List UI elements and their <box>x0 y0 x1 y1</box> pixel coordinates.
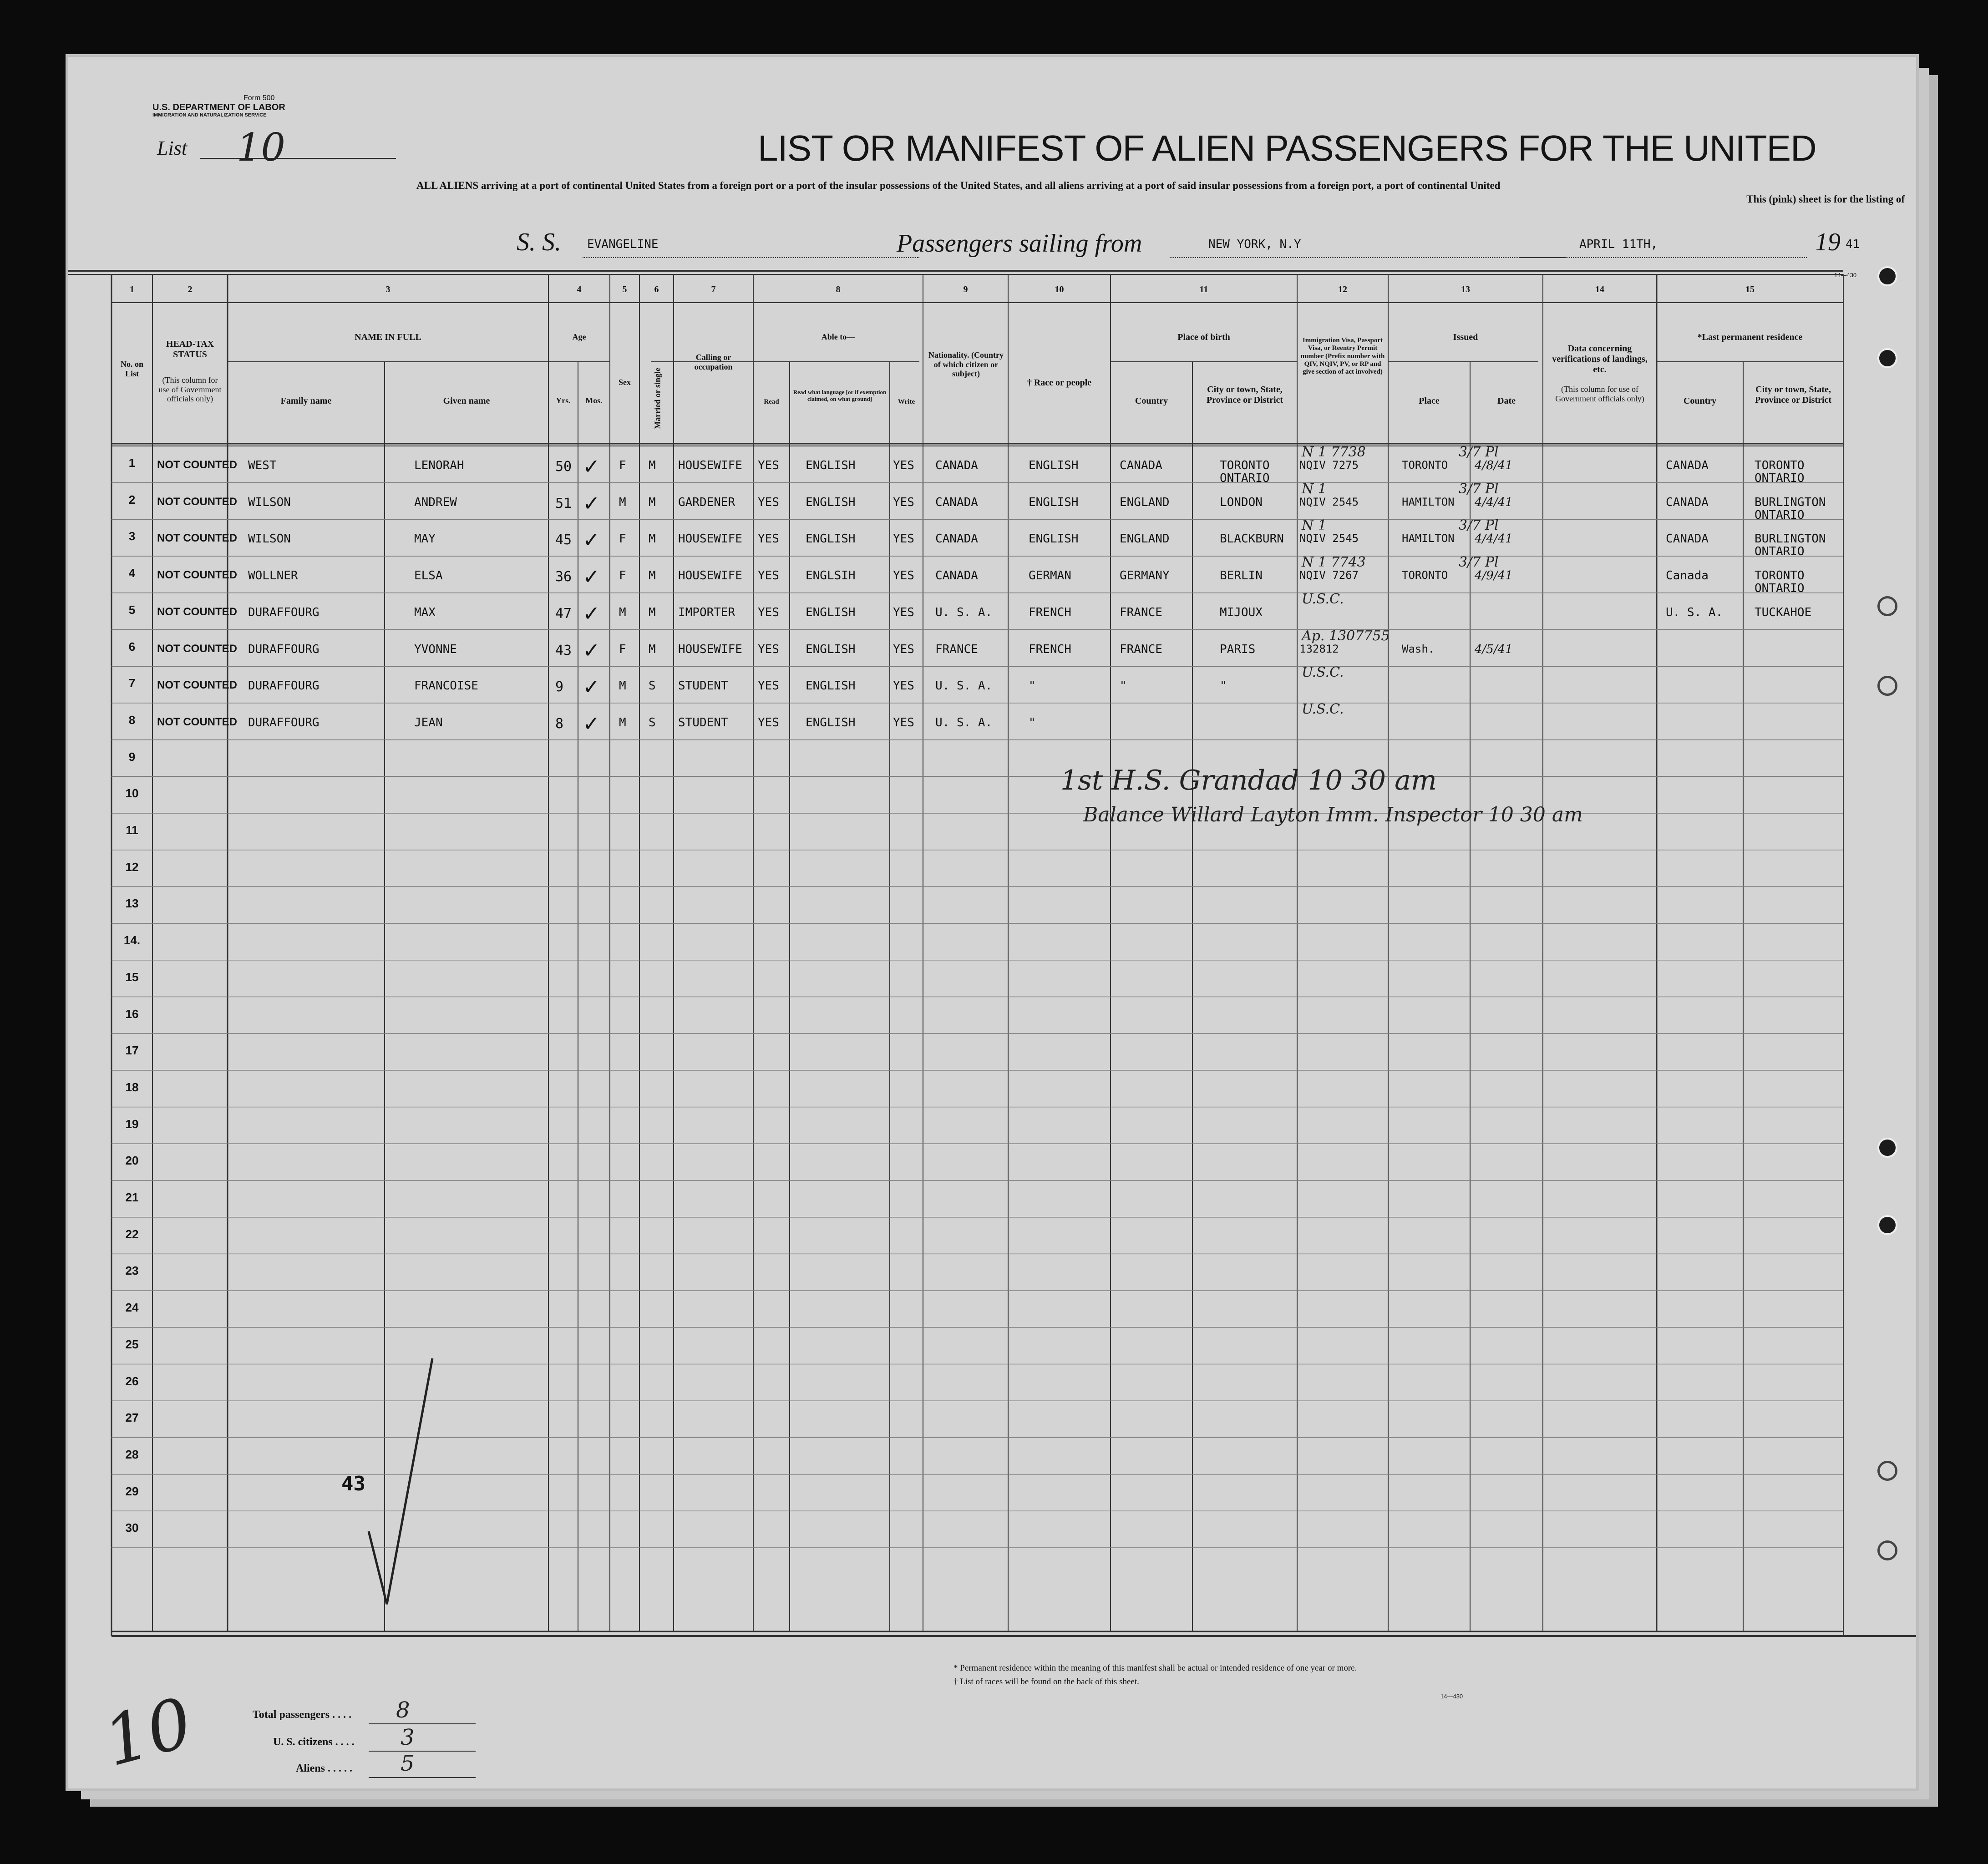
passenger-birth-country: FRANCE <box>1120 642 1162 656</box>
passenger-read-language: ENGLISH <box>806 605 856 619</box>
check-mark-icon: ✓ <box>583 712 600 735</box>
footnote-residence: * Permanent residence within the meaning of this manifest shall be actual or intended residence of one year or more. <box>953 1663 1357 1673</box>
col-num-15: 15 <box>1745 284 1755 294</box>
passenger-family-name: WOLLNER <box>248 569 298 583</box>
col-num-4: 4 <box>577 284 582 294</box>
row-number: 14. <box>123 933 141 947</box>
manifest-sheet <box>68 57 1916 1788</box>
col-num-12: 12 <box>1338 284 1347 294</box>
service-name: IMMIGRATION AND NATURALIZATION SERVICE <box>152 112 267 118</box>
passenger-sex: F <box>619 532 626 546</box>
passenger-issued-note: 3/7 Pl <box>1459 517 1499 534</box>
passenger-sex: M <box>619 679 626 693</box>
passenger-residence-country: Canada <box>1666 569 1709 583</box>
passenger-residence-city: TORONTO <box>1755 569 1805 583</box>
passenger-birth-city: TORONTO <box>1220 459 1270 472</box>
passenger-birth-city: LONDON <box>1220 495 1263 509</box>
header-able-to: Able to— <box>821 332 855 341</box>
passenger-age-years: 50 <box>555 459 572 475</box>
passenger-nationality: FRANCE <box>935 642 978 656</box>
passenger-marital-status: M <box>649 495 656 509</box>
passenger-read-language: ENGLISH <box>806 679 856 693</box>
passenger-given-name: MAY <box>414 532 436 546</box>
col-num-13: 13 <box>1461 284 1470 294</box>
passenger-sex: M <box>619 495 626 509</box>
header-name-in-full: NAME IN FULL <box>355 332 421 342</box>
passenger-can-read: YES <box>758 459 779 472</box>
col-num-10: 10 <box>1055 284 1064 294</box>
passenger-residence-province: ONTARIO <box>1755 545 1805 559</box>
passenger-residence-province: ONTARIO <box>1755 508 1805 522</box>
check-mark-icon: ✓ <box>583 528 600 552</box>
manifest-subtitle-2: This (pink) sheet is for the listing of <box>1746 193 1905 205</box>
binder-hole <box>1877 1215 1897 1235</box>
passenger-residence-country: CANADA <box>1666 459 1709 472</box>
sailing-date: APRIL 11TH, <box>1579 238 1658 251</box>
binder-hole <box>1877 596 1897 616</box>
passenger-birth-city: " <box>1220 679 1227 693</box>
passenger-nationality: U. S. A. <box>935 679 993 693</box>
col-num-5: 5 <box>622 284 627 294</box>
header-married: Married or single <box>653 368 662 429</box>
row-number: 21 <box>125 1190 139 1204</box>
passenger-nationality: CANADA <box>935 569 978 583</box>
passenger-residence-province: ONTARIO <box>1755 582 1805 596</box>
row-number: 30 <box>125 1521 139 1535</box>
passenger-marital-status: M <box>649 532 656 546</box>
passenger-can-read: YES <box>758 679 779 693</box>
total-passengers-label: Total passengers . . . . <box>253 1709 352 1721</box>
header-sex: Sex <box>619 378 631 387</box>
row-number: 13 <box>125 897 139 911</box>
passenger-birth-city: MIJOUX <box>1220 605 1263 619</box>
passenger-occupation: HOUSEWIFE <box>678 459 742 472</box>
col-num-3: 3 <box>385 284 390 294</box>
binder-hole <box>1877 348 1897 368</box>
row-number: 22 <box>125 1227 139 1241</box>
passenger-residence-country: CANADA <box>1666 495 1709 509</box>
passenger-family-name: WEST <box>248 459 277 472</box>
passenger-birth-country: " <box>1120 679 1127 693</box>
passenger-occupation: HOUSEWIFE <box>678 642 742 656</box>
passenger-age-years: 9 <box>555 679 564 695</box>
passenger-occupation: STUDENT <box>678 679 728 693</box>
passenger-marital-status: M <box>649 459 656 472</box>
header-given-name: Given name <box>443 396 490 406</box>
passenger-birth-country: GERMANY <box>1120 569 1170 583</box>
passenger-race: ENGLISH <box>1029 495 1079 509</box>
check-mark-icon: ✓ <box>583 602 600 625</box>
passenger-given-name: FRANCOISE <box>414 679 478 693</box>
passenger-birth-city: BLACKBURN <box>1220 532 1284 546</box>
passenger-read-language: ENGLISH <box>806 532 856 546</box>
passenger-issued-place: HAMILTON <box>1402 532 1455 545</box>
col-num-7: 7 <box>711 284 716 294</box>
passenger-issued-place: Wash. <box>1402 642 1435 655</box>
inspector-balance: Balance Willard Layton Imm. Inspector 10 30 am <box>1083 803 1583 826</box>
passenger-age-years: 8 <box>555 715 564 732</box>
passenger-residence-city: TUCKAHOE <box>1755 605 1812 619</box>
passenger-residence-country: U. S. A. <box>1666 605 1723 619</box>
passenger-given-name: JEAN <box>414 715 443 729</box>
col-num-8: 8 <box>836 284 841 294</box>
passenger-visa-note: N 1 <box>1302 481 1327 497</box>
passenger-issued-note: 3/7 Pl <box>1459 444 1499 460</box>
passenger-issued-place: TORONTO <box>1402 569 1448 582</box>
header-nationality: Nationality. (Country of which citizen or subject) <box>928 350 1004 379</box>
binder-hole <box>1877 266 1897 286</box>
col-num-2: 2 <box>188 284 193 294</box>
header-res-country: Country <box>1683 396 1717 406</box>
passenger-residence-city: BURLINGTON <box>1755 532 1826 546</box>
sailing-port: NEW YORK, N.Y <box>1208 238 1301 251</box>
passenger-given-name: ANDREW <box>414 495 457 509</box>
passenger-can-read: YES <box>758 569 779 583</box>
header-issued-place: Place <box>1419 396 1440 406</box>
passenger-can-write: YES <box>893 605 914 619</box>
check-mark-icon: ✓ <box>583 491 600 515</box>
header-head-tax-note: (This column for use of Government officials only) <box>158 375 222 404</box>
passenger-race: ENGLISH <box>1029 532 1079 546</box>
passenger-issued-date: 4/5/41 <box>1475 642 1513 656</box>
passenger-race: ENGLISH <box>1029 459 1079 472</box>
header-issued: Issued <box>1453 332 1478 342</box>
header-landings: Data concerning verifications of landings, etc. <box>1552 344 1648 375</box>
check-mark-icon: ✓ <box>583 675 600 699</box>
passenger-nationality: CANADA <box>935 459 978 472</box>
row-number: 17 <box>125 1043 139 1058</box>
passenger-age-years: 51 <box>555 495 572 512</box>
passenger-occupation: HOUSEWIFE <box>678 569 742 583</box>
row-number: 4 <box>128 566 136 580</box>
header-mos: Mos. <box>585 396 603 405</box>
passenger-can-write: YES <box>893 495 914 509</box>
passenger-given-name: MAX <box>414 605 436 619</box>
passenger-head-tax-status: NOT COUNTED <box>157 605 237 618</box>
passenger-family-name: DURAFFOURG <box>248 715 320 729</box>
inspector-first: 1st H.S. Grandad 10 30 am <box>1060 765 1437 796</box>
passenger-visa-note: Ap. 1307755 <box>1302 628 1390 644</box>
total-passengers-line <box>369 1723 476 1724</box>
passenger-can-write: YES <box>893 715 914 729</box>
row-number: 2 <box>128 492 136 507</box>
row-number: 10 <box>125 786 139 800</box>
aliens-label: Aliens . . . . . <box>296 1763 353 1774</box>
passenger-visa-note: N 1 7743 <box>1302 554 1366 571</box>
passenger-can-read: YES <box>758 642 779 656</box>
header-head-tax: HEAD-TAX STATUS <box>166 339 214 360</box>
col-num-1: 1 <box>130 284 134 294</box>
passenger-given-name: YVONNE <box>414 642 457 656</box>
row-number: 6 <box>128 639 136 653</box>
passenger-head-tax-status: NOT COUNTED <box>157 679 237 692</box>
passenger-race: FRENCH <box>1029 605 1071 619</box>
row-number: 9 <box>128 750 136 764</box>
list-label: List <box>157 137 188 159</box>
passenger-birth-country: ENGLAND <box>1120 532 1170 546</box>
passenger-marital-status: M <box>649 642 656 656</box>
passenger-can-read: YES <box>758 715 779 729</box>
passenger-issued-date: 4/4/41 <box>1475 532 1513 546</box>
passenger-can-read: YES <box>758 605 779 619</box>
passenger-sex: M <box>619 605 626 619</box>
passenger-birth-province: ONTARIO <box>1220 471 1270 485</box>
passenger-sex: F <box>619 459 626 472</box>
header-family-name: Family name <box>280 396 332 406</box>
passenger-head-tax-status: NOT COUNTED <box>157 532 237 545</box>
passenger-read-language: ENGLSIH <box>806 569 856 583</box>
passenger-can-write: YES <box>893 642 914 656</box>
passenger-age-years: 43 <box>555 642 572 658</box>
passenger-visa-note: U.S.C. <box>1302 591 1344 607</box>
year-suffix: 41 <box>1846 238 1860 251</box>
row-number: 27 <box>125 1411 139 1425</box>
passenger-read-language: ENGLISH <box>806 642 856 656</box>
passenger-can-read: YES <box>758 532 779 546</box>
binder-hole <box>1877 676 1897 696</box>
header-race: † Race or people <box>1027 378 1092 388</box>
passenger-can-write: YES <box>893 459 914 472</box>
passenger-head-tax-status: NOT COUNTED <box>157 459 237 471</box>
passenger-occupation: HOUSEWIFE <box>678 532 742 546</box>
col-num-14: 14 <box>1595 284 1604 294</box>
passenger-read-language: ENGLISH <box>806 459 856 472</box>
total-passengers-value: 8 <box>396 1697 410 1723</box>
passenger-head-tax-status: NOT COUNTED <box>157 715 237 728</box>
passenger-issued-note: 3/7 Pl <box>1459 554 1499 571</box>
header-age: Age <box>572 332 586 341</box>
header-visa: Immigration Visa, Passport Visa, or Reentry Permit number (Prefix number with QIV, NQIV, PV, or RP and give section of act involved) <box>1300 337 1385 375</box>
header-read: Read <box>764 398 779 405</box>
aliens-line <box>369 1777 476 1778</box>
header-landings-note: (This column for use of Government officials only) <box>1555 385 1644 403</box>
list-number: 10 <box>237 125 285 170</box>
footnote-code: 14—430 <box>1440 1693 1463 1700</box>
year-prefix: 19 <box>1815 228 1841 256</box>
col-num-11: 11 <box>1199 284 1208 294</box>
header-read-what: Read what language [or if exemption claimed, on what ground] <box>793 389 887 402</box>
check-mark-icon: ✓ <box>583 455 600 478</box>
header-write: Write <box>898 398 915 405</box>
row-number: 11 <box>126 823 138 837</box>
col-num-6: 6 <box>654 284 659 294</box>
row-number: 29 <box>125 1484 139 1498</box>
passenger-race: FRENCH <box>1029 642 1071 656</box>
passenger-read-language: ENGLISH <box>806 715 856 729</box>
passenger-nationality: U. S. A. <box>935 715 993 729</box>
row-number: 19 <box>125 1117 139 1131</box>
passenger-birth-country: FRANCE <box>1120 605 1162 619</box>
passenger-residence-city: BURLINGTON <box>1755 495 1826 509</box>
row-number: 26 <box>125 1374 139 1388</box>
passenger-occupation: STUDENT <box>678 715 728 729</box>
aliens-value: 5 <box>401 1751 415 1776</box>
us-citizens-label: U. S. citizens . . . . <box>273 1736 355 1748</box>
passenger-nationality: U. S. A. <box>935 605 993 619</box>
side-list-number: 10 <box>96 1683 201 1782</box>
passenger-visa-number: NQIV 2545 <box>1299 532 1359 545</box>
row-number: 23 <box>125 1264 139 1278</box>
passenger-visa-number: 132812 <box>1299 642 1339 655</box>
passenger-read-language: ENGLISH <box>806 495 856 509</box>
row-number: 28 <box>125 1447 139 1461</box>
us-citizens-line <box>369 1751 476 1752</box>
department-name: U.S. DEPARTMENT OF LABOR <box>152 102 285 112</box>
ship-name: EVANGELINE <box>587 238 659 251</box>
row-number: 25 <box>125 1337 139 1351</box>
header-birth-city: City or town, State, Province or District <box>1206 385 1283 405</box>
passenger-family-name: WILSON <box>248 532 291 546</box>
passenger-head-tax-status: NOT COUNTED <box>157 642 237 655</box>
row-number: 7 <box>128 676 136 690</box>
passenger-age-years: 47 <box>555 605 572 622</box>
form-number: Form 500 <box>243 94 275 102</box>
row-number: 8 <box>128 713 136 727</box>
passenger-family-name: DURAFFOURG <box>248 605 320 619</box>
manifest-subtitle-1: ALL ALIENS arriving at a port of continental United States from a foreign port or a port of the insular possessions of the United States, and all aliens arriving at a port of said insular possessions from a foreign port, a port of continental United <box>416 180 1501 191</box>
header-place-of-birth: Place of birth <box>1177 332 1230 342</box>
passenger-issued-place: TORONTO <box>1402 459 1448 471</box>
header-res-city: City or town, State, Province or District <box>1755 385 1832 405</box>
passenger-visa-number: NQIV 2545 <box>1299 495 1359 508</box>
passenger-race: " <box>1029 715 1036 729</box>
passenger-can-read: YES <box>758 495 779 509</box>
binder-hole <box>1877 1138 1897 1158</box>
col-num-9: 9 <box>963 284 968 294</box>
row-number: 20 <box>125 1154 139 1168</box>
passenger-marital-status: M <box>649 605 656 619</box>
total-annotation: 43 <box>341 1472 365 1495</box>
passenger-visa-note: U.S.C. <box>1302 664 1344 681</box>
header-issued-date: Date <box>1497 396 1516 406</box>
passenger-given-name: ELSA <box>414 569 443 583</box>
header-birth-country: Country <box>1135 396 1168 406</box>
passenger-sex: F <box>619 569 626 583</box>
passenger-nationality: CANADA <box>935 532 978 546</box>
check-mark-icon: ✓ <box>583 638 600 662</box>
manifest-grid <box>68 57 1916 1788</box>
passenger-marital-status: M <box>649 569 656 583</box>
passenger-can-write: YES <box>893 532 914 546</box>
passenger-issued-note: 3/7 Pl <box>1459 481 1499 497</box>
passenger-nationality: CANADA <box>935 495 978 509</box>
passenger-birth-country: ENGLAND <box>1120 495 1170 509</box>
passenger-occupation: IMPORTER <box>678 605 735 619</box>
row-number: 1 <box>128 456 136 470</box>
header-yrs: Yrs. <box>556 396 571 405</box>
passenger-family-name: DURAFFOURG <box>248 642 320 656</box>
form-code-top: 14—430 <box>1834 272 1857 279</box>
footnote-races: † List of races will be found on the back of this sheet. <box>953 1677 1139 1687</box>
row-number: 5 <box>128 603 136 617</box>
row-number: 3 <box>128 529 136 543</box>
passenger-age-years: 36 <box>555 569 572 585</box>
binder-hole <box>1877 1540 1897 1560</box>
passenger-given-name: LENORAH <box>414 459 464 472</box>
binder-hole <box>1877 1461 1897 1481</box>
passenger-occupation: GARDENER <box>678 495 735 509</box>
passenger-visa-number: NQIV 7267 <box>1299 569 1359 582</box>
passenger-can-write: YES <box>893 569 914 583</box>
passenger-marital-status: S <box>649 679 656 693</box>
sailing-label: Passengers sailing from <box>897 229 1142 258</box>
passenger-residence-country: CANADA <box>1666 532 1709 546</box>
row-number: 24 <box>125 1301 139 1315</box>
passenger-birth-city: BERLIN <box>1220 569 1263 583</box>
header-calling: Calling or occupation <box>694 353 733 371</box>
passenger-visa-number: NQIV 7275 <box>1299 459 1359 471</box>
passenger-issued-date: 4/4/41 <box>1475 495 1513 509</box>
row-number: 18 <box>125 1080 139 1094</box>
ss-label: S. S. <box>517 228 561 256</box>
header-last-residence: *Last permanent residence <box>1697 332 1803 342</box>
passenger-visa-note: N 1 <box>1302 517 1327 534</box>
check-mark <box>364 1349 437 1609</box>
passenger-head-tax-status: NOT COUNTED <box>157 495 237 508</box>
passenger-age-years: 45 <box>555 532 572 548</box>
passenger-marital-status: S <box>649 715 656 729</box>
row-number: 16 <box>125 1007 139 1021</box>
passenger-race: GERMAN <box>1029 569 1071 583</box>
passenger-issued-date: 4/8/41 <box>1475 459 1513 472</box>
passenger-can-write: YES <box>893 679 914 693</box>
passenger-residence-city: TORONTO <box>1755 459 1805 472</box>
passenger-head-tax-status: NOT COUNTED <box>157 569 237 582</box>
passenger-family-name: DURAFFOURG <box>248 679 320 693</box>
check-mark-icon: ✓ <box>583 565 600 589</box>
passenger-issued-date: 4/9/41 <box>1475 569 1513 583</box>
passenger-race: " <box>1029 679 1036 693</box>
passenger-sex: F <box>619 642 626 656</box>
row-number: 15 <box>125 970 139 984</box>
passenger-visa-note: U.S.C. <box>1302 701 1344 717</box>
header-no-on-list: No. on List <box>120 360 143 378</box>
passenger-residence-province: ONTARIO <box>1755 471 1805 485</box>
manifest-title: LIST OR MANIFEST OF ALIEN PASSENGERS FOR THE UNITED <box>758 128 1816 168</box>
passenger-birth-city: PARIS <box>1220 642 1256 656</box>
passenger-visa-note: N 1 7738 <box>1302 444 1366 460</box>
row-number: 12 <box>125 860 139 874</box>
us-citizens-value: 3 <box>401 1725 415 1750</box>
passenger-issued-place: HAMILTON <box>1402 495 1455 508</box>
passenger-family-name: WILSON <box>248 495 291 509</box>
passenger-sex: M <box>619 715 626 729</box>
passenger-birth-country: CANADA <box>1120 459 1162 472</box>
